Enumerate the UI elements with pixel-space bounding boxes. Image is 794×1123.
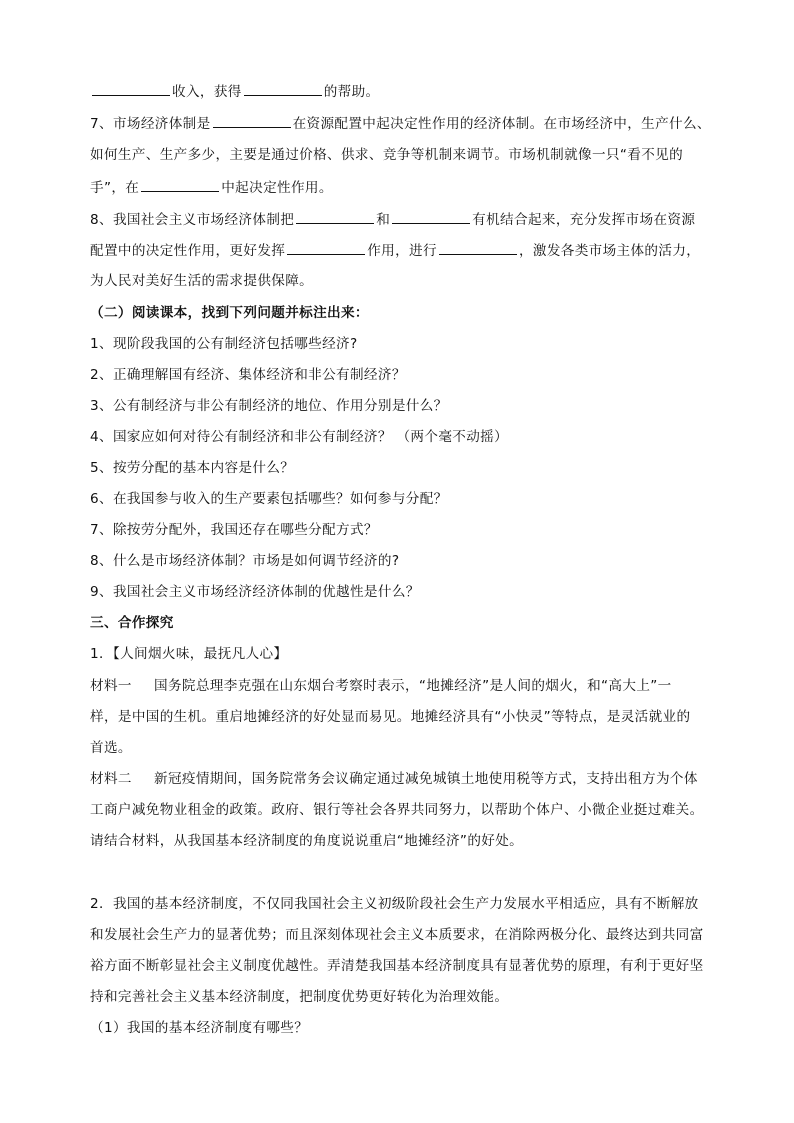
section2-heading: （二）阅读课本，找到下列问题并标注出来：	[90, 305, 369, 321]
text: 手”，在	[90, 180, 140, 196]
answer-blank[interactable]	[392, 210, 470, 224]
reading-question: 2、正确理解国有经济、集体经济和非公有制经济？	[90, 367, 406, 383]
answer-blank[interactable]	[439, 241, 517, 255]
material2-line-2: 工商户减免物业租金的政策。政府、银行等社会各界共同努力，以帮助个体户、小微企业挺过难关。	[90, 802, 704, 818]
item2-line-3: 裕方面不断彰显社会主义制度优越性。弄清楚我国基本经济制度具有显著优势的原理，有利于更好坚	[90, 958, 704, 974]
material1-line-3: 首选。	[90, 740, 132, 756]
q7-line-1	[90, 114, 711, 133]
answer-blank[interactable]	[287, 241, 365, 255]
section3-heading: 三、合作探究	[90, 615, 174, 631]
material1-line-2: 样，是中国的生机。重启地摊经济的好处显而易见。地摊经济具有“小快灵”等特点，是灵活就业的	[90, 709, 691, 725]
text: 的帮助。	[323, 84, 380, 100]
text: 配置中的决定性作用，更好发挥	[90, 243, 286, 259]
answer-blank[interactable]	[92, 82, 170, 96]
text: 作用，进行	[367, 243, 437, 259]
answer-blank[interactable]	[244, 82, 322, 96]
reading-question: 5、按劳分配的基本内容是什么？	[90, 460, 295, 476]
material1-label: 材料一	[90, 678, 132, 694]
item2-line-1: 2．我国的基本经济制度，不仅同我国社会主义初级阶段社会生产力发展水平相适应，具有不断解放	[90, 896, 699, 912]
reading-question: 7、除按劳分配外，我国还存在哪些分配方式？	[90, 522, 378, 538]
q7-line-3	[90, 178, 333, 197]
text: 中起决定性作用。	[221, 180, 333, 196]
q8-line-3: 为人民对美好生活的需求提供保障。	[90, 273, 314, 289]
material2-label: 材料二	[90, 771, 132, 787]
text: 和	[376, 212, 391, 228]
material1-line-1	[90, 677, 672, 695]
text: 8、我国社会主义市场经济体制把	[90, 212, 295, 228]
reading-question: 9、我国社会主义市场经济经济体制的优越性是什么？	[90, 584, 420, 600]
text: 7、市场经济体制是	[90, 116, 211, 132]
q8-line-1	[90, 210, 695, 229]
text: 在资源配置中起决定性作用的经济体制。在市场经济中，生产什么、	[292, 116, 711, 132]
item1-question: 请结合材料，从我国基本经济制度的角度说说重启“地摊经济”的好处。	[90, 833, 524, 849]
reading-question: 8、什么是市场经济体制？市场是如何调节经济的?	[90, 553, 400, 569]
material2-line-1	[90, 770, 698, 788]
q7-line-2: 如何生产、生产多少，主要是通过价格、供求、竞争等机制来调节。市场机制就像一只“看不见的	[90, 147, 684, 163]
fill-in-income-line	[90, 82, 380, 101]
reading-question: 3、公有制经济与非公有制经济的地位、作用分别是什么？	[90, 398, 448, 414]
item2-line-2: 和发展社会生产力的显著优势；而且深刻体现社会主义本质要求，在消除两极分化、最终达到共同富	[90, 927, 704, 943]
reading-question: 1、现阶段我国的公有制经济包括哪些经济?	[90, 336, 358, 352]
text: 收入，获得	[172, 84, 242, 100]
item2-subquestion-1: （1）我国的基本经济制度有哪些？	[90, 1020, 309, 1036]
text: 有机结合起来，充分发挥市场在资源	[472, 212, 696, 228]
item2-line-4: 持和完善社会主义基本经济制度，把制度优势更好转化为治理效能。	[90, 989, 509, 1005]
answer-blank[interactable]	[296, 210, 374, 224]
answer-blank[interactable]	[213, 114, 291, 128]
answer-blank[interactable]	[141, 178, 219, 192]
text: 新冠疫情期间，国务院常务会议确定通过减免城镇土地使用税等方式，支持出租方为个体	[154, 771, 698, 787]
reading-question: 6、在我国参与收入的生产要素包括哪些？如何参与分配？	[90, 491, 448, 507]
q8-line-2	[90, 241, 700, 260]
text: ，激发各类市场主体的活力，	[518, 243, 701, 259]
text: 国务院总理李克强在山东烟台考察时表示，“地摊经济”是人间的烟火，和“高大上”一	[154, 678, 672, 694]
item1-title: 1．【人间烟火味，最抚凡人心】	[90, 646, 288, 662]
reading-question: 4、国家应如何对待公有制经济和非公有制经济？ （两个毫不动摇）	[90, 429, 509, 445]
